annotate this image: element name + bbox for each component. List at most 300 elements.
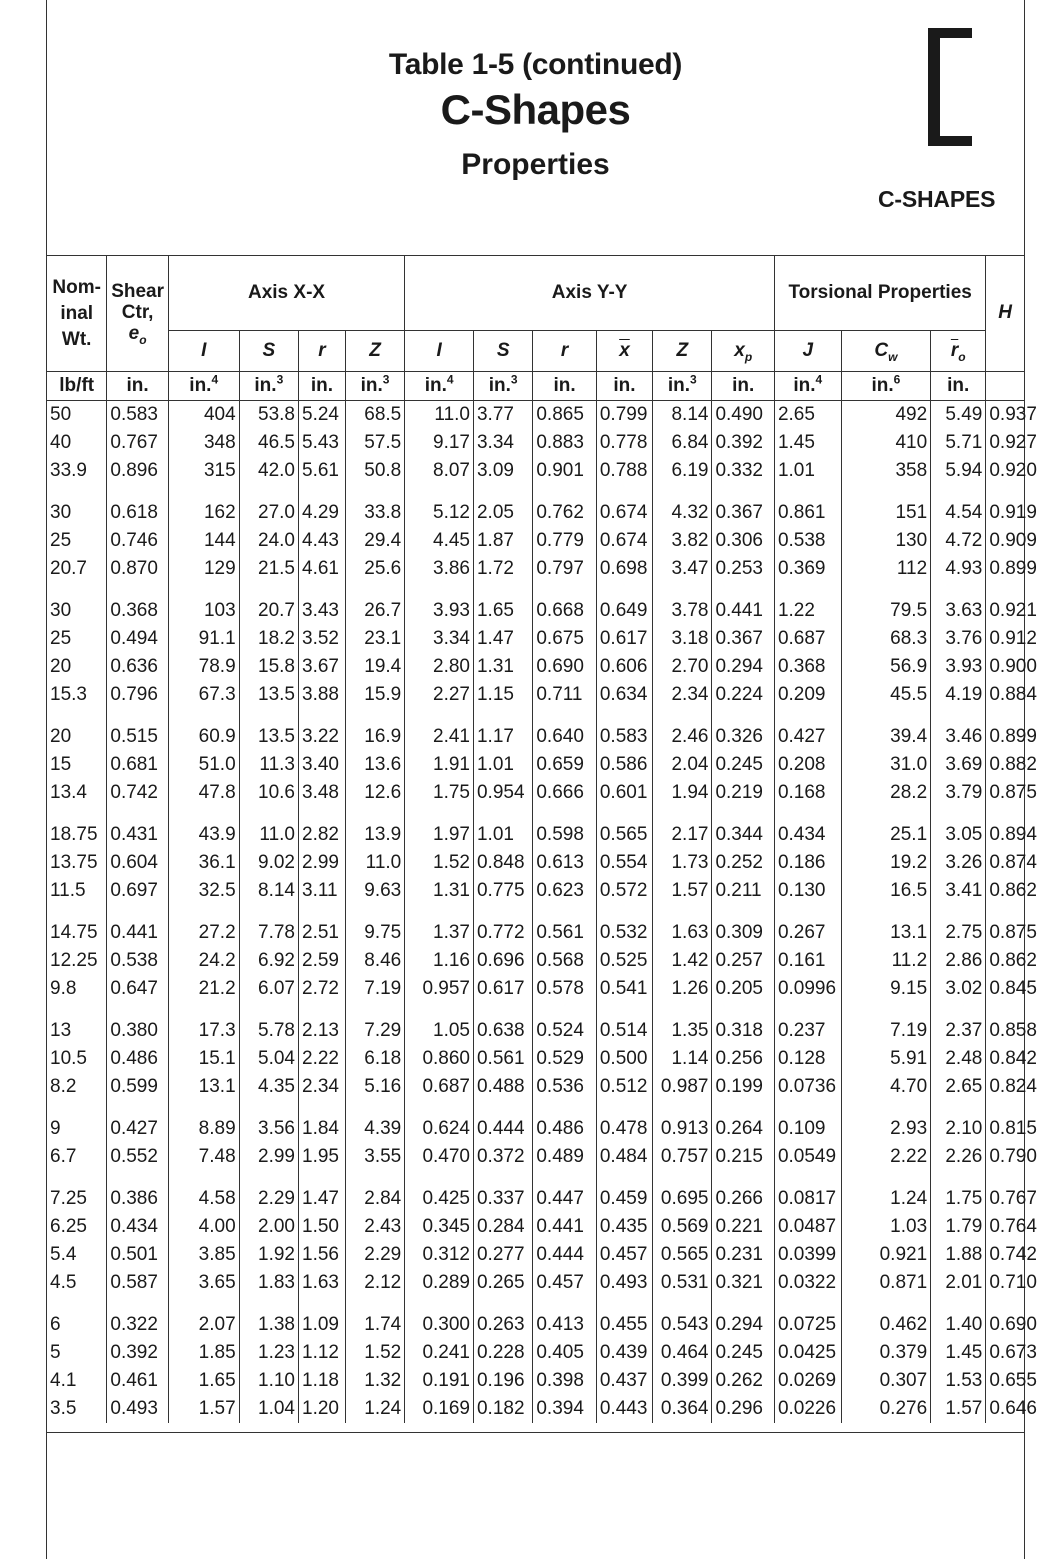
table-cell: 20 [47, 723, 107, 751]
table-cell: 0.711 [533, 681, 597, 709]
table-cell: 0.646 [986, 1395, 1025, 1423]
table-cell: 0.434 [107, 1213, 168, 1241]
table-row [47, 1213, 1025, 1241]
table-cell: 0.674 [596, 499, 652, 527]
table-cell: 1.01 [473, 821, 532, 849]
table-cell: 0.484 [596, 1143, 652, 1171]
table-cell: 1.24 [841, 1185, 931, 1213]
table-cell: 0.486 [533, 1115, 597, 1143]
table-cell: 0.256 [712, 1045, 775, 1073]
table-row [47, 653, 1025, 681]
table-cell: 1.50 [299, 1213, 346, 1241]
table-cell: 0.441 [712, 597, 775, 625]
table-cell: 3.86 [405, 555, 474, 583]
table-cell: 3.85 [168, 1241, 239, 1269]
table-cell: 1.15 [473, 681, 532, 709]
table-cell: 1.04 [239, 1395, 298, 1423]
table-cell: 0.618 [107, 499, 168, 527]
table-cell: 3.40 [299, 751, 346, 779]
table-cell: 46.5 [239, 429, 298, 457]
table-cell: 0.569 [653, 1213, 712, 1241]
table-cell: 3.79 [931, 779, 986, 807]
table-cell: 0.742 [107, 779, 168, 807]
group-spacer [47, 583, 1025, 597]
table-row [47, 877, 1025, 905]
table-cell: 13.6 [345, 751, 404, 779]
table-cell: 0.538 [774, 527, 841, 555]
table-cell: 0.500 [596, 1045, 652, 1073]
table-cell: 3.34 [405, 625, 474, 653]
table-cell: 13 [47, 1017, 107, 1045]
table-cell: 4.72 [931, 527, 986, 555]
table-cell: 39.4 [841, 723, 931, 751]
table-cell: 0.921 [986, 597, 1025, 625]
table-cell: 0.606 [596, 653, 652, 681]
table-row [47, 597, 1025, 625]
table-row [47, 1115, 1025, 1143]
table-cell: 0.696 [473, 947, 532, 975]
unit-xbar: in. [596, 372, 652, 401]
table-cell: 15.9 [345, 681, 404, 709]
col-xbar: $\overline{x}$ [596, 331, 652, 372]
table-cell: 0.219 [712, 779, 775, 807]
table-row [47, 821, 1025, 849]
table-cell: 1.57 [653, 877, 712, 905]
table-cell: 0.687 [774, 625, 841, 653]
table-cell: 1.32 [345, 1367, 404, 1395]
table-cell: 1.35 [653, 1017, 712, 1045]
table-cell: 0.257 [712, 947, 775, 975]
table-cell: 2.99 [239, 1143, 298, 1171]
table-cell: 3.18 [653, 625, 712, 653]
col-rx: r [299, 331, 346, 372]
table-cell: 20.7 [239, 597, 298, 625]
table-cell: 0.524 [533, 1017, 597, 1045]
table-cell: 2.72 [299, 975, 346, 1003]
table-cell: 0.369 [774, 555, 841, 583]
table-cell: 30 [47, 499, 107, 527]
table-cell: 47.8 [168, 779, 239, 807]
table-cell: 0.493 [107, 1395, 168, 1423]
table-cell: 24.0 [239, 527, 298, 555]
col-xp: $x_p$ [712, 331, 775, 372]
table-cell: 7.29 [345, 1017, 404, 1045]
table-cell: 0.439 [596, 1339, 652, 1367]
table-cell: 0.245 [712, 751, 775, 779]
table-cell: 15 [47, 751, 107, 779]
col-shear-ctr: Shear Ctr, $e_o$ [107, 256, 168, 372]
table-cell: 1.75 [405, 779, 474, 807]
table-cell: 0.444 [533, 1241, 597, 1269]
table-cell: 0.221 [712, 1213, 775, 1241]
table-cell: 2.93 [841, 1115, 931, 1143]
table-cell: 0.461 [107, 1367, 168, 1395]
properties-table [46, 255, 1037, 1423]
table-cell: 0.413 [533, 1311, 597, 1339]
table-cell: 0.775 [473, 877, 532, 905]
table-cell: 0.322 [107, 1311, 168, 1339]
table-cell: 1.31 [473, 653, 532, 681]
table-cell: 0.762 [533, 499, 597, 527]
table-cell: 1.40 [931, 1311, 986, 1339]
table-cell: 3.41 [931, 877, 986, 905]
table-cell: 129 [168, 555, 239, 583]
table-cell: 0.289 [405, 1269, 474, 1297]
table-cell: 3.48 [299, 779, 346, 807]
table-cell: 0.799 [596, 401, 652, 430]
table-cell: 348 [168, 429, 239, 457]
table-cell: 0.624 [405, 1115, 474, 1143]
table-cell: 32.5 [168, 877, 239, 905]
table-cell: 36.1 [168, 849, 239, 877]
table-cell: 0.710 [986, 1269, 1025, 1297]
table-cell: 1.12 [299, 1339, 346, 1367]
table-cell: 4.19 [931, 681, 986, 709]
table-cell: 0.617 [473, 975, 532, 1003]
unit-Zy: in.$^3$ [653, 372, 712, 401]
table-cell: 0.326 [712, 723, 775, 751]
table-cell: 0.884 [986, 681, 1025, 709]
table-cell: 3.22 [299, 723, 346, 751]
table-cell: 2.80 [405, 653, 474, 681]
table-cell: 0.306 [712, 527, 775, 555]
table-cell: 0.815 [986, 1115, 1025, 1143]
table-cell: 1.01 [473, 751, 532, 779]
table-cell: 0.489 [533, 1143, 597, 1171]
table-cell: 0.337 [473, 1185, 532, 1213]
table-cell: 0.457 [533, 1269, 597, 1297]
table-cell: 0.0269 [774, 1367, 841, 1395]
table-cell: 0.277 [473, 1241, 532, 1269]
table-cell: 3.26 [931, 849, 986, 877]
table-cell: 2.01 [931, 1269, 986, 1297]
table-row [47, 723, 1025, 751]
table-cell: 33.8 [345, 499, 404, 527]
table-cell: 0.182 [473, 1395, 532, 1423]
table-cell: 0.262 [712, 1367, 775, 1395]
table-cell: 0.265 [473, 1269, 532, 1297]
table-cell: 0.536 [533, 1073, 597, 1101]
table-cell: 2.07 [168, 1311, 239, 1339]
table-cell: 2.29 [345, 1241, 404, 1269]
table-cell: 6.07 [239, 975, 298, 1003]
table-cell: 0.845 [986, 975, 1025, 1003]
table-row [47, 401, 1025, 430]
shape-label: C-SHAPES [878, 186, 996, 212]
table-cell: 28.2 [841, 779, 931, 807]
table-cell: 13.75 [47, 849, 107, 877]
table-cell: 5.24 [299, 401, 346, 430]
table-cell: 0.300 [405, 1311, 474, 1339]
table-cell: 1.94 [653, 779, 712, 807]
table-cell: 0.386 [107, 1185, 168, 1213]
table-cell: 50 [47, 401, 107, 430]
table-cell: 0.655 [986, 1367, 1025, 1395]
table-cell: 0.613 [533, 849, 597, 877]
table-cell: 19.4 [345, 653, 404, 681]
table-cell: 0.531 [653, 1269, 712, 1297]
table-cell: 410 [841, 429, 931, 457]
table-cell: 492 [841, 401, 931, 430]
table-cell: 0.578 [533, 975, 597, 1003]
table-cell: 0.0549 [774, 1143, 841, 1171]
table-cell: 4.00 [168, 1213, 239, 1241]
table-cell: 13.5 [239, 681, 298, 709]
table-cell: 0.565 [596, 821, 652, 849]
table-cell: 0.459 [596, 1185, 652, 1213]
table-cell: 162 [168, 499, 239, 527]
table-cell: 0.109 [774, 1115, 841, 1143]
table-cell: 11.3 [239, 751, 298, 779]
col-ry: r [533, 331, 597, 372]
table-cell: 9.02 [239, 849, 298, 877]
table-cell: 0.862 [986, 947, 1025, 975]
table-cell: 1.75 [931, 1185, 986, 1213]
table-cell: 40 [47, 429, 107, 457]
table-cell: 0.647 [107, 975, 168, 1003]
group-spacer [47, 1101, 1025, 1115]
col-Sx: S [239, 331, 298, 372]
table-cell: 2.12 [345, 1269, 404, 1297]
table-cell: 1.52 [345, 1339, 404, 1367]
table-cell: 4.45 [405, 527, 474, 555]
table-cell: 0.276 [841, 1395, 931, 1423]
table-cell: 0.462 [841, 1311, 931, 1339]
table-cell: 31.0 [841, 751, 931, 779]
table-cell: 11.0 [239, 821, 298, 849]
table-cell: 1.18 [299, 1367, 346, 1395]
table-cell: 0.623 [533, 877, 597, 905]
page-subtitle: Properties [461, 148, 610, 181]
table-cell: 0.464 [653, 1339, 712, 1367]
table-cell: 45.5 [841, 681, 931, 709]
table-cell: 1.01 [774, 457, 841, 485]
col-Zy: Z [653, 331, 712, 372]
table-cell: 3.02 [931, 975, 986, 1003]
unit-Iy: in.$^4$ [405, 372, 474, 401]
table-cell: 0.0226 [774, 1395, 841, 1423]
table-cell: 7.19 [841, 1017, 931, 1045]
table-cell: 1.65 [473, 597, 532, 625]
col-Ix: I [168, 331, 239, 372]
table-cell: 16.5 [841, 877, 931, 905]
table-cell: 2.34 [653, 681, 712, 709]
table-cell: 2.22 [299, 1045, 346, 1073]
table-row [47, 457, 1025, 485]
unit-J: in.$^4$ [774, 372, 841, 401]
table-cell: 0.514 [596, 1017, 652, 1045]
table-cell: 78.9 [168, 653, 239, 681]
table-cell: 0.245 [712, 1339, 775, 1367]
table-cell: 4.93 [931, 555, 986, 583]
table-cell: 1.45 [931, 1339, 986, 1367]
table-cell: 1.92 [239, 1241, 298, 1269]
table-cell: 68.3 [841, 625, 931, 653]
table-cell: 0.894 [986, 821, 1025, 849]
table-cell: 6.92 [239, 947, 298, 975]
table-cell: 2.65 [774, 401, 841, 430]
table-cell: 0.367 [712, 625, 775, 653]
table-cell: 2.17 [653, 821, 712, 849]
table-cell: 2.99 [299, 849, 346, 877]
table-cell: 0.599 [107, 1073, 168, 1101]
table-cell: 1.95 [299, 1143, 346, 1171]
table-cell: 1.88 [931, 1241, 986, 1269]
table-cell: 1.83 [239, 1269, 298, 1297]
table-cell: 13.1 [841, 919, 931, 947]
table-cell: 3.76 [931, 625, 986, 653]
col-H: H [986, 256, 1025, 372]
group-spacer [47, 1003, 1025, 1017]
table-cell: 0.161 [774, 947, 841, 975]
table-row [47, 1185, 1025, 1213]
table-cell: 3.77 [473, 401, 532, 430]
table-cell: 25.1 [841, 821, 931, 849]
table-cell: 3.93 [931, 653, 986, 681]
table-cell: 1.47 [473, 625, 532, 653]
table-cell: 12.25 [47, 947, 107, 975]
table-cell: 0.848 [473, 849, 532, 877]
table-cell: 5 [47, 1339, 107, 1367]
table-cell: 2.59 [299, 947, 346, 975]
table-cell: 2.29 [239, 1185, 298, 1213]
table-cell: 1.79 [931, 1213, 986, 1241]
table-cell: 0.681 [107, 751, 168, 779]
table-cell: 0.896 [107, 457, 168, 485]
table-cell: 0.587 [107, 1269, 168, 1297]
table-cell: 11.0 [345, 849, 404, 877]
table-cell: 2.75 [931, 919, 986, 947]
table-cell: 1.03 [841, 1213, 931, 1241]
table-cell: 151 [841, 499, 931, 527]
table-cell: 4.54 [931, 499, 986, 527]
table-cell: 0.675 [533, 625, 597, 653]
table-cell: 0.865 [533, 401, 597, 430]
table-cell: 15.1 [168, 1045, 239, 1073]
table-cell: 0.598 [533, 821, 597, 849]
table-cell: 3.43 [299, 597, 346, 625]
table-row [47, 849, 1025, 877]
table-cell: 0.224 [712, 681, 775, 709]
table-cell: 13.5 [239, 723, 298, 751]
unit-ro: in. [931, 372, 986, 401]
table-cell: 0.900 [986, 653, 1025, 681]
unit-Sx: in.$^3$ [239, 372, 298, 401]
table-cell: 0.368 [774, 653, 841, 681]
table-cell: 0.196 [473, 1367, 532, 1395]
table-cell: 1.17 [473, 723, 532, 751]
table-cell: 9 [47, 1115, 107, 1143]
group-torsional: Torsional Properties [774, 256, 985, 331]
table-cell: 315 [168, 457, 239, 485]
table-cell: 2.10 [931, 1115, 986, 1143]
table-cell: 0.191 [405, 1367, 474, 1395]
table-cell: 25 [47, 625, 107, 653]
table-cell: 1.38 [239, 1311, 298, 1339]
table-cell: 11.5 [47, 877, 107, 905]
table-cell: 0.392 [107, 1339, 168, 1367]
table-cell: 112 [841, 555, 931, 583]
table-cell: 0.697 [107, 877, 168, 905]
table-row [47, 555, 1025, 583]
col-Zx: Z [345, 331, 404, 372]
table-cell: 0.209 [774, 681, 841, 709]
table-row [47, 1269, 1025, 1297]
table-cell: 0.372 [473, 1143, 532, 1171]
table-cell: 0.0399 [774, 1241, 841, 1269]
table-cell: 2.70 [653, 653, 712, 681]
table-row [47, 1395, 1025, 1423]
table-cell: 0.398 [533, 1367, 597, 1395]
table-cell: 0.364 [653, 1395, 712, 1423]
table-cell: 0.860 [405, 1045, 474, 1073]
table-cell: 27.0 [239, 499, 298, 527]
table-cell: 1.31 [405, 877, 474, 905]
table-cell: 6 [47, 1311, 107, 1339]
table-cell: 0.674 [596, 527, 652, 555]
table-cell: 7.19 [345, 975, 404, 1003]
table-cell: 4.61 [299, 555, 346, 583]
table-cell: 1.53 [931, 1367, 986, 1395]
table-cell: 0.874 [986, 849, 1025, 877]
table-cell: 4.1 [47, 1367, 107, 1395]
table-cell: 130 [841, 527, 931, 555]
table-cell: 0.668 [533, 597, 597, 625]
table-cell: 0.525 [596, 947, 652, 975]
table-cell: 9.8 [47, 975, 107, 1003]
table-cell: 0.638 [473, 1017, 532, 1045]
table-row [47, 919, 1025, 947]
table-cell: 0.379 [841, 1339, 931, 1367]
table-cell: 5.91 [841, 1045, 931, 1073]
table-cell: 0.921 [841, 1241, 931, 1269]
table-cell: 9.63 [345, 877, 404, 905]
table-cell: 0.604 [107, 849, 168, 877]
table-cell: 4.35 [239, 1073, 298, 1101]
table-cell: 3.93 [405, 597, 474, 625]
table-cell: 0.561 [473, 1045, 532, 1073]
table-cell: 8.07 [405, 457, 474, 485]
table-cell: 0.478 [596, 1115, 652, 1143]
table-row [47, 625, 1025, 653]
table-cell: 1.57 [168, 1395, 239, 1423]
table-cell: 1.37 [405, 919, 474, 947]
table-cell: 0.130 [774, 877, 841, 905]
table-cell: 79.5 [841, 597, 931, 625]
table-cell: 0.861 [774, 499, 841, 527]
table-cell: 0.987 [653, 1073, 712, 1101]
unit-Sy: in.$^3$ [473, 372, 532, 401]
table-cell: 1.84 [299, 1115, 346, 1143]
table-cell: 2.22 [841, 1143, 931, 1171]
table-cell: 7.25 [47, 1185, 107, 1213]
table-cell: 0.294 [712, 653, 775, 681]
table-cell: 0.957 [405, 975, 474, 1003]
table-cell: 6.19 [653, 457, 712, 485]
table-cell: 5.71 [931, 429, 986, 457]
table-cell: 1.23 [239, 1339, 298, 1367]
table-cell: 26.7 [345, 597, 404, 625]
table-cell: 91.1 [168, 625, 239, 653]
table-cell: 0.441 [107, 919, 168, 947]
table-row [47, 1017, 1025, 1045]
table-cell: 16.9 [345, 723, 404, 751]
table-cell: 1.73 [653, 849, 712, 877]
table-cell: 0.264 [712, 1115, 775, 1143]
table-cell: 3.47 [653, 555, 712, 583]
table-cell: 0.767 [986, 1185, 1025, 1213]
table-row [47, 429, 1025, 457]
